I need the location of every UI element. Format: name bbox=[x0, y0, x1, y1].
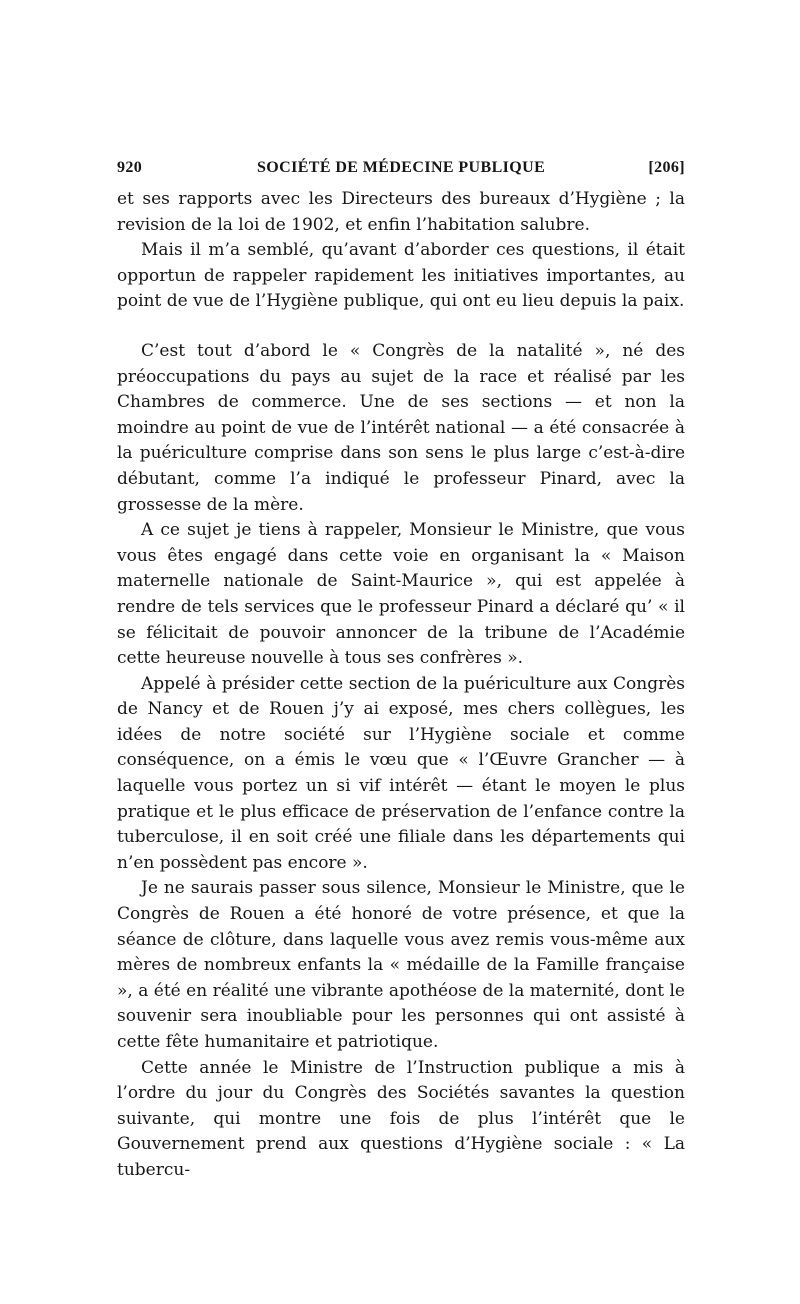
running-header bbox=[117, 159, 685, 181]
paragraph-3: C’est tout d’abord le « Congrès de la natalité », né des préoccupations du pays au sujet de la race et réalisé par les Chambres de commerce. Une de ses sections — et non la moindre au point de vue de l’intérêt national — a été consacrée à la puériculture comprise dans son sens le plus large c’est-à-dire débutant, comme l’a indiqué le professeur Pinard, avec la grossesse de la mère. bbox=[117, 340, 685, 515]
paragraph-6: Je ne saurais passer sous silence, Monsieur le Ministre, que le Congrès de Rouen a été honoré de votre présence, et que la séance de clôture, dans laquelle vous avez remis vous-même aux mères de nombreux enfants la « médaille de la Famille française », a été en réalité une vibrante apothéose de la maternité, dont le souvenir sera inoubliable pour les personnes qui ont assisté à cette fête humanitaire et patriotique. bbox=[117, 878, 685, 1052]
running-title: SOCIÉTÉ DE MÉDECINE PUBLIQUE bbox=[257, 159, 546, 176]
bracket-page-number: [206] bbox=[648, 159, 685, 176]
page-number: 920 bbox=[117, 159, 143, 176]
paragraph-7: Cette année le Ministre de l’Instruction publique a mis à l’ordre du jour du Congrès des Sociétés savantes la question suivante, qui montre une fois de plus l’intérêt que le Gouvernement prend aux questions d’Hygiène sociale : « La tubercu- bbox=[117, 1057, 685, 1180]
paragraph-4: A ce sujet je tiens à rappeler, Monsieur le Ministre, que vous vous êtes engagé dans cette voie en organisant la « Maison maternelle nationale de Saint-Maurice », qui est appelée à rendre de tels services que le professeur Pinard a déclaré qu’ « il se félicitait de pouvoir annoncer de la tribune de l’Académie cette heureuse nouvelle à tous ses confrères ». bbox=[117, 520, 685, 669]
paragraph-1: et ses rapports avec les Directeurs des bureaux d’Hygiène ; la revision de la loi de 1902, et enfin l’habitation salubre. bbox=[117, 189, 685, 235]
paragraph-2: Mais il m’a semblé, qu’avant d’aborder ces questions, il était opportun de rappeler rapidement les initiatives importantes, au point de vue de l’Hygiène publique, qui ont eu lieu depuis la paix. bbox=[117, 240, 685, 312]
body-text bbox=[117, 187, 685, 1184]
paragraph-5: Appelé à présider cette section de la puériculture aux Congrès de Nancy et de Rouen j’y ai exposé, mes chers collègues, les idées de notre société sur l’Hygiène sociale et comme conséquence, on a émis le vœu que « l’Œuvre Grancher — à laquelle vous portez un si vif intérêt — étant le moyen le plus pratique et le plus efficace de préservation de l’enfance contre la tuberculose, il en soit créé une filiale dans les départements qui n’en possèdent pas encore ». bbox=[117, 673, 685, 873]
